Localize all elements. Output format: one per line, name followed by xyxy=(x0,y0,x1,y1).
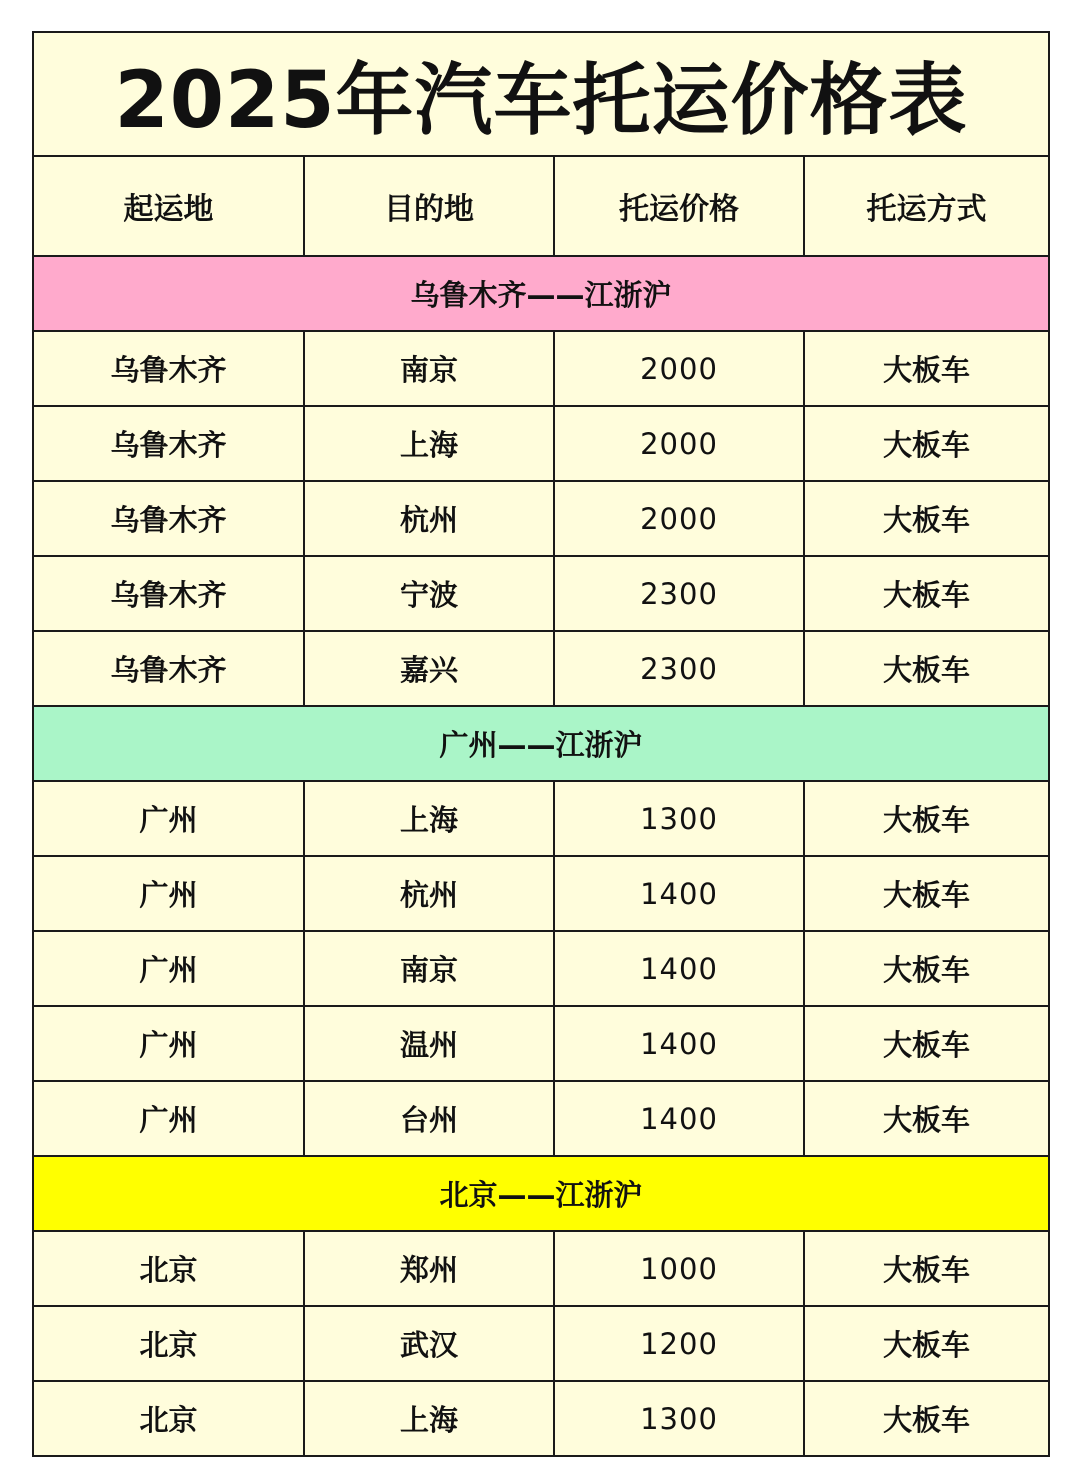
cell-destination: 上海 xyxy=(304,1381,554,1456)
table-row xyxy=(33,1081,1049,1156)
cell-method: 大板车 xyxy=(804,1006,1049,1081)
cell-method: 大板车 xyxy=(804,481,1049,556)
cell-price: 1000 xyxy=(554,1231,804,1306)
cell-destination: 南京 xyxy=(304,331,554,406)
column-header-origin: 起运地 xyxy=(33,156,304,256)
column-header-row xyxy=(33,156,1049,256)
section-header-row xyxy=(33,1156,1049,1231)
cell-destination: 武汉 xyxy=(304,1306,554,1381)
cell-destination: 上海 xyxy=(304,406,554,481)
table-row xyxy=(33,1231,1049,1306)
price-table-body xyxy=(33,32,1049,1456)
cell-price: 1300 xyxy=(554,1381,804,1456)
cell-method: 大板车 xyxy=(804,1081,1049,1156)
cell-method: 大板车 xyxy=(804,781,1049,856)
cell-price: 2000 xyxy=(554,331,804,406)
title-row xyxy=(33,32,1049,156)
cell-method: 大板车 xyxy=(804,331,1049,406)
section-header-row xyxy=(33,256,1049,331)
cell-method: 大板车 xyxy=(804,631,1049,706)
cell-destination: 郑州 xyxy=(304,1231,554,1306)
table-row xyxy=(33,1306,1049,1381)
cell-origin: 乌鲁木齐 xyxy=(33,406,304,481)
table-row xyxy=(33,556,1049,631)
cell-price: 1400 xyxy=(554,1081,804,1156)
table-row xyxy=(33,1381,1049,1456)
cell-destination: 温州 xyxy=(304,1006,554,1081)
page-title: 2025年汽车托运价格表 xyxy=(33,32,1049,156)
cell-price: 1400 xyxy=(554,931,804,1006)
cell-origin: 乌鲁木齐 xyxy=(33,331,304,406)
cell-destination: 台州 xyxy=(304,1081,554,1156)
cell-destination: 杭州 xyxy=(304,481,554,556)
cell-method: 大板车 xyxy=(804,406,1049,481)
cell-destination: 嘉兴 xyxy=(304,631,554,706)
cell-method: 大板车 xyxy=(804,1231,1049,1306)
table-row xyxy=(33,856,1049,931)
cell-origin: 乌鲁木齐 xyxy=(33,631,304,706)
cell-method: 大板车 xyxy=(804,931,1049,1006)
cell-origin: 广州 xyxy=(33,781,304,856)
cell-method: 大板车 xyxy=(804,1306,1049,1381)
cell-method: 大板车 xyxy=(804,556,1049,631)
cell-origin: 广州 xyxy=(33,856,304,931)
cell-origin: 乌鲁木齐 xyxy=(33,481,304,556)
section-title: 乌鲁木齐——江浙沪 xyxy=(33,256,1049,331)
cell-price: 1200 xyxy=(554,1306,804,1381)
cell-destination: 宁波 xyxy=(304,556,554,631)
cell-destination: 杭州 xyxy=(304,856,554,931)
cell-price: 1400 xyxy=(554,856,804,931)
cell-origin: 乌鲁木齐 xyxy=(33,556,304,631)
column-header-price: 托运价格 xyxy=(554,156,804,256)
table-row xyxy=(33,631,1049,706)
cell-price: 2300 xyxy=(554,631,804,706)
cell-method: 大板车 xyxy=(804,1381,1049,1456)
cell-price: 2000 xyxy=(554,406,804,481)
cell-origin: 北京 xyxy=(33,1231,304,1306)
cell-origin: 北京 xyxy=(33,1306,304,1381)
cell-destination: 上海 xyxy=(304,781,554,856)
table-row xyxy=(33,781,1049,856)
section-title: 北京——江浙沪 xyxy=(33,1156,1049,1231)
table-row xyxy=(33,331,1049,406)
cell-price: 2300 xyxy=(554,556,804,631)
cell-origin: 广州 xyxy=(33,1006,304,1081)
table-row xyxy=(33,406,1049,481)
column-header-destination: 目的地 xyxy=(304,156,554,256)
table-row xyxy=(33,931,1049,1006)
cell-origin: 广州 xyxy=(33,931,304,1006)
column-header-method: 托运方式 xyxy=(804,156,1049,256)
cell-origin: 北京 xyxy=(33,1381,304,1456)
table-row xyxy=(33,481,1049,556)
section-header-row xyxy=(33,706,1049,781)
section-title: 广州——江浙沪 xyxy=(33,706,1049,781)
cell-origin: 广州 xyxy=(33,1081,304,1156)
cell-price: 1300 xyxy=(554,781,804,856)
cell-price: 2000 xyxy=(554,481,804,556)
table-row xyxy=(33,1006,1049,1081)
cell-destination: 南京 xyxy=(304,931,554,1006)
price-table xyxy=(32,31,1050,1457)
cell-price: 1400 xyxy=(554,1006,804,1081)
cell-method: 大板车 xyxy=(804,856,1049,931)
